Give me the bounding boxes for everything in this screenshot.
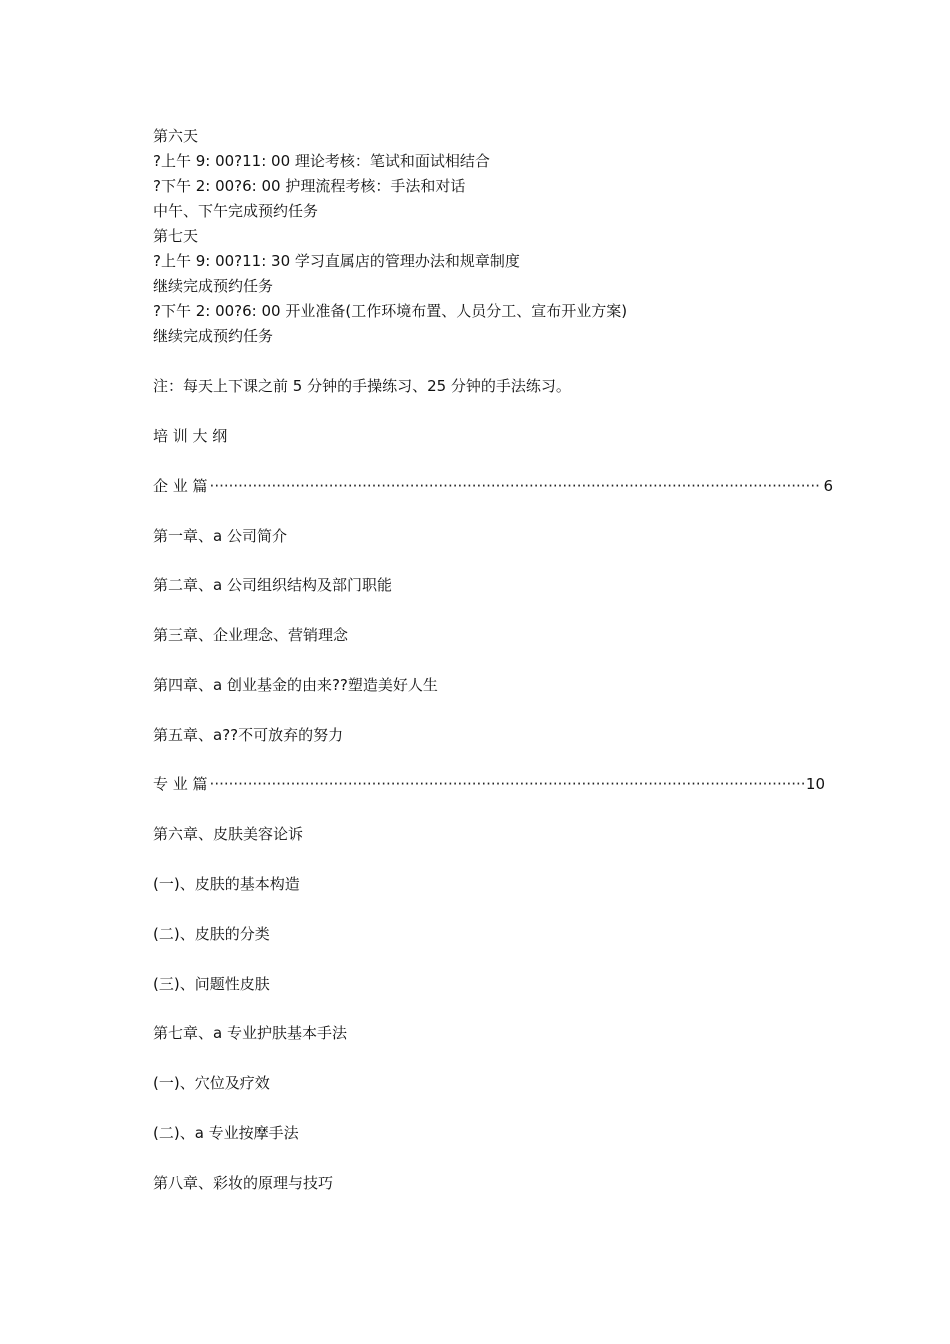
section-item: (一)、穴位及疗效 bbox=[153, 1074, 270, 1092]
toc-page-number: 10 bbox=[805, 775, 825, 793]
schedule-line: 第六天 bbox=[153, 127, 199, 145]
chapter-item: 第七章、a 专业护肤基本手法 bbox=[153, 1024, 347, 1042]
schedule-line: 继续完成预约任务 bbox=[153, 277, 274, 295]
schedule-line: ?下午 2: 00?6: 00 开业准备(工作环境布置、人员分工、宣布开业方案) bbox=[153, 302, 628, 320]
schedule-line: 继续完成预约任务 bbox=[153, 327, 274, 345]
chapter-item: 第一章、a 公司简介 bbox=[153, 527, 287, 545]
toc-leader-dots bbox=[210, 775, 804, 793]
schedule-line: 第七天 bbox=[153, 227, 199, 245]
schedule-line: ?上午 9: 00?11: 30 学习直属店的管理办法和规章制度 bbox=[153, 252, 520, 270]
chapter-item: 第五章、a??不可放弃的努力 bbox=[153, 726, 344, 744]
chapter-item: 第六章、皮肤美容论诉 bbox=[153, 825, 304, 843]
chapter-item: 第三章、企业理念、营销理念 bbox=[153, 626, 349, 644]
outline-title: 培 训 大 纲 bbox=[153, 427, 228, 445]
schedule-line: 中午、下午完成预约任务 bbox=[153, 202, 319, 220]
chapter-item: 第八章、彩妆的原理与技巧 bbox=[153, 1174, 334, 1192]
toc-label: 专 业 篇 bbox=[153, 775, 208, 793]
section-item: (二)、a 专业按摩手法 bbox=[153, 1124, 299, 1142]
section-item: (一)、皮肤的基本构造 bbox=[153, 875, 300, 893]
chapter-item: 第二章、a 公司组织结构及部门职能 bbox=[153, 576, 392, 594]
toc-entry-professional bbox=[153, 775, 825, 793]
section-item: (三)、问题性皮肤 bbox=[153, 975, 270, 993]
toc-label: 企 业 篇 bbox=[153, 477, 208, 495]
toc-page-number: 6 bbox=[823, 477, 833, 495]
chapter-item: 第四章、a 创业基金的由来??塑造美好人生 bbox=[153, 676, 438, 694]
toc-entry-enterprise bbox=[153, 477, 833, 495]
schedule-line: ?下午 2: 00?6: 00 护理流程考核：手法和对话 bbox=[153, 177, 466, 195]
note-text: 注：每天上下课之前 5 分钟的手操练习、25 分钟的手法练习。 bbox=[153, 377, 571, 395]
toc-leader-dots bbox=[210, 477, 822, 495]
schedule-line: ?上午 9: 00?11: 00 理论考核：笔试和面试相结合 bbox=[153, 152, 490, 170]
section-item: (二)、皮肤的分类 bbox=[153, 925, 270, 943]
